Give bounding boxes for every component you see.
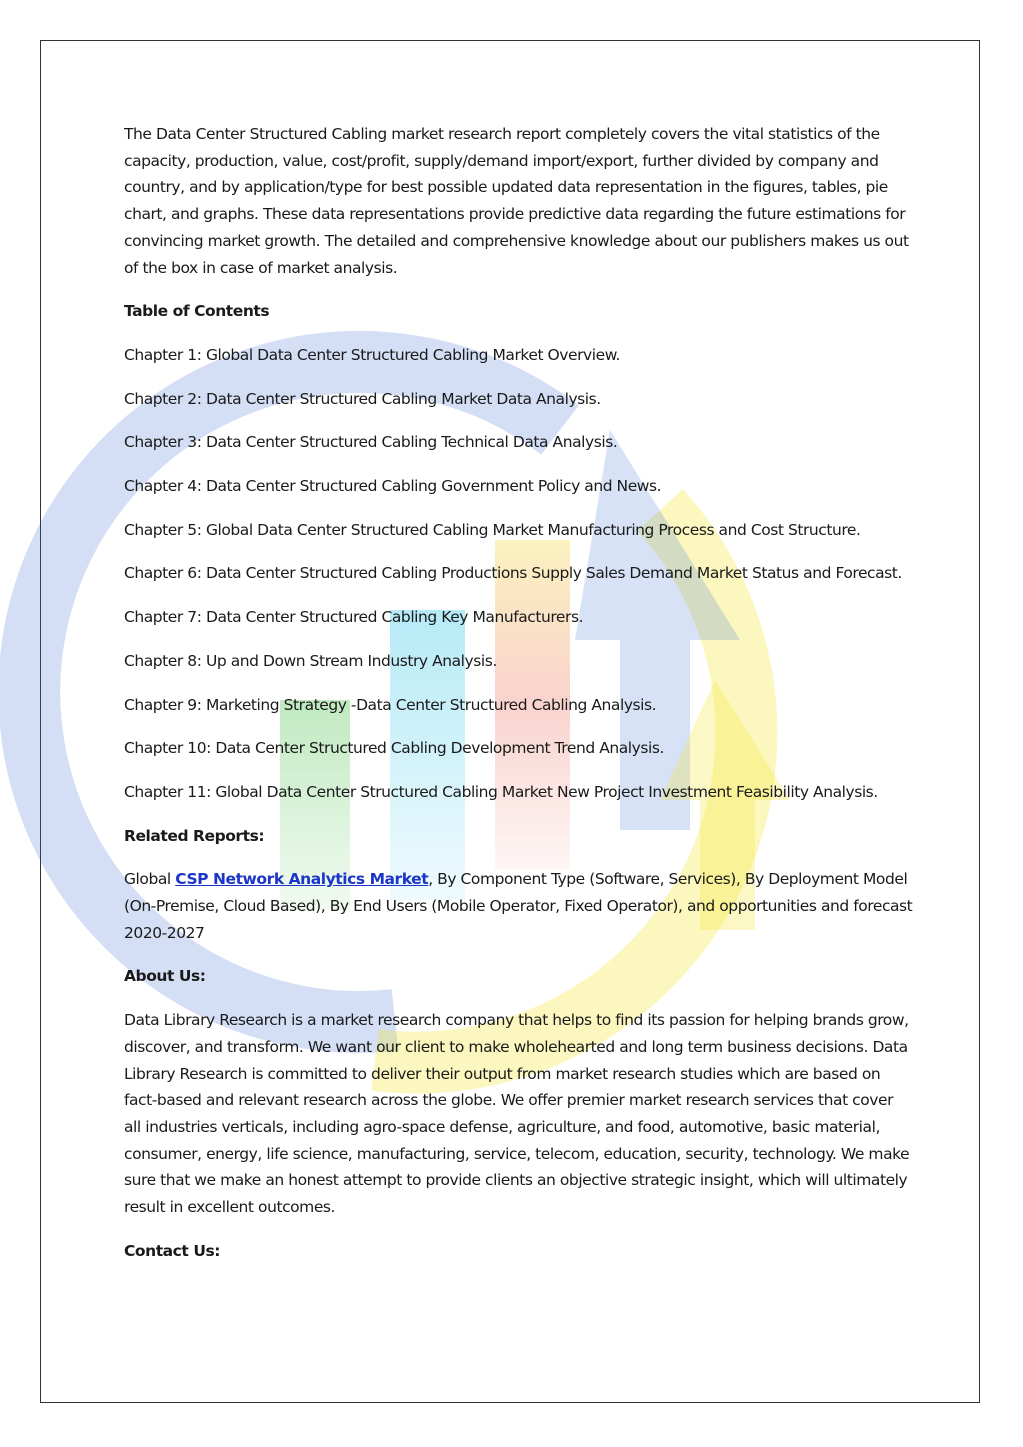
toc-chapter-2: Chapter 2: Data Center Structured Cabling Market Data Analysis. xyxy=(124,389,601,408)
toc-chapter-9: Chapter 9: Marketing Strategy -Data Center Structured Cabling Analysis. xyxy=(124,695,657,714)
toc-heading: Table of Contents xyxy=(124,302,270,321)
related-report-item xyxy=(124,866,914,946)
intro-paragraph: The Data Center Structured Cabling market research report completely covers the vital statistics of the capacity, production, value, cost/profit, supply/demand import/export, further divided by company and country, and by application/type for best possible updated data representation in the figures, tables, pie chart, and graphs. These data representations provide predictive data regarding the future estimations for convincing market growth. The detailed and comprehensive knowledge about our publishers makes us out of the box in case of market analysis. xyxy=(124,125,909,277)
toc-chapter-6: Chapter 6: Data Center Structured Cabling Productions Supply Sales Demand Market Status and Forecast. xyxy=(124,564,902,583)
document-body xyxy=(124,121,914,1282)
toc-chapter-8: Chapter 8: Up and Down Stream Industry Analysis. xyxy=(124,651,497,670)
about-heading: About Us: xyxy=(124,967,206,986)
toc-chapter-5: Chapter 5: Global Data Center Structured Cabling Market Manufacturing Process and Cost Structure. xyxy=(124,520,861,539)
toc-chapter-4: Chapter 4: Data Center Structured Cabling Government Policy and News. xyxy=(124,477,662,496)
toc-chapter-10: Chapter 10: Data Center Structured Cabling Development Trend Analysis. xyxy=(124,739,664,758)
toc-chapter-3: Chapter 3: Data Center Structured Cabling Technical Data Analysis. xyxy=(124,433,618,452)
toc-chapter-11: Chapter 11: Global Data Center Structured Cabling Market New Project Investment Feasibility Analysis. xyxy=(124,782,878,801)
related-report-suffix: , By Component Type (Software, Services), By Deployment Model (On-Premise, Cloud Based), By End Users (Mobile Operator, Fixed Operator), and opportunities and forecast 2020-2027 xyxy=(124,870,913,942)
csp-network-analytics-link[interactable]: CSP Network Analytics Market xyxy=(175,870,429,889)
toc-chapter-1: Chapter 1: Global Data Center Structured Cabling Market Overview. xyxy=(124,345,620,364)
related-report-prefix: Global xyxy=(124,870,176,889)
about-paragraph: Data Library Research is a market research company that helps to find its passion for helping brands grow, discover, and transform. We want our client to make wholehearted and long term business decisions. Data Library Research is committed to deliver their output from market research studies which are based on fact-based and relevant research across the globe. We offer premier market research services that cover all industries verticals, including agro-space defense, agriculture, and food, automotive, basic material, consumer, energy, life science, manufacturing, service, telecom, education, security, technology. We make sure that we make an honest attempt to provide clients an objective strategic insight, which will ultimately result in excellent outcomes. xyxy=(124,1011,910,1217)
related-reports-heading: Related Reports: xyxy=(124,826,265,845)
toc-chapter-7: Chapter 7: Data Center Structured Cabling Key Manufacturers. xyxy=(124,608,584,627)
contact-heading: Contact Us: xyxy=(124,1241,220,1260)
